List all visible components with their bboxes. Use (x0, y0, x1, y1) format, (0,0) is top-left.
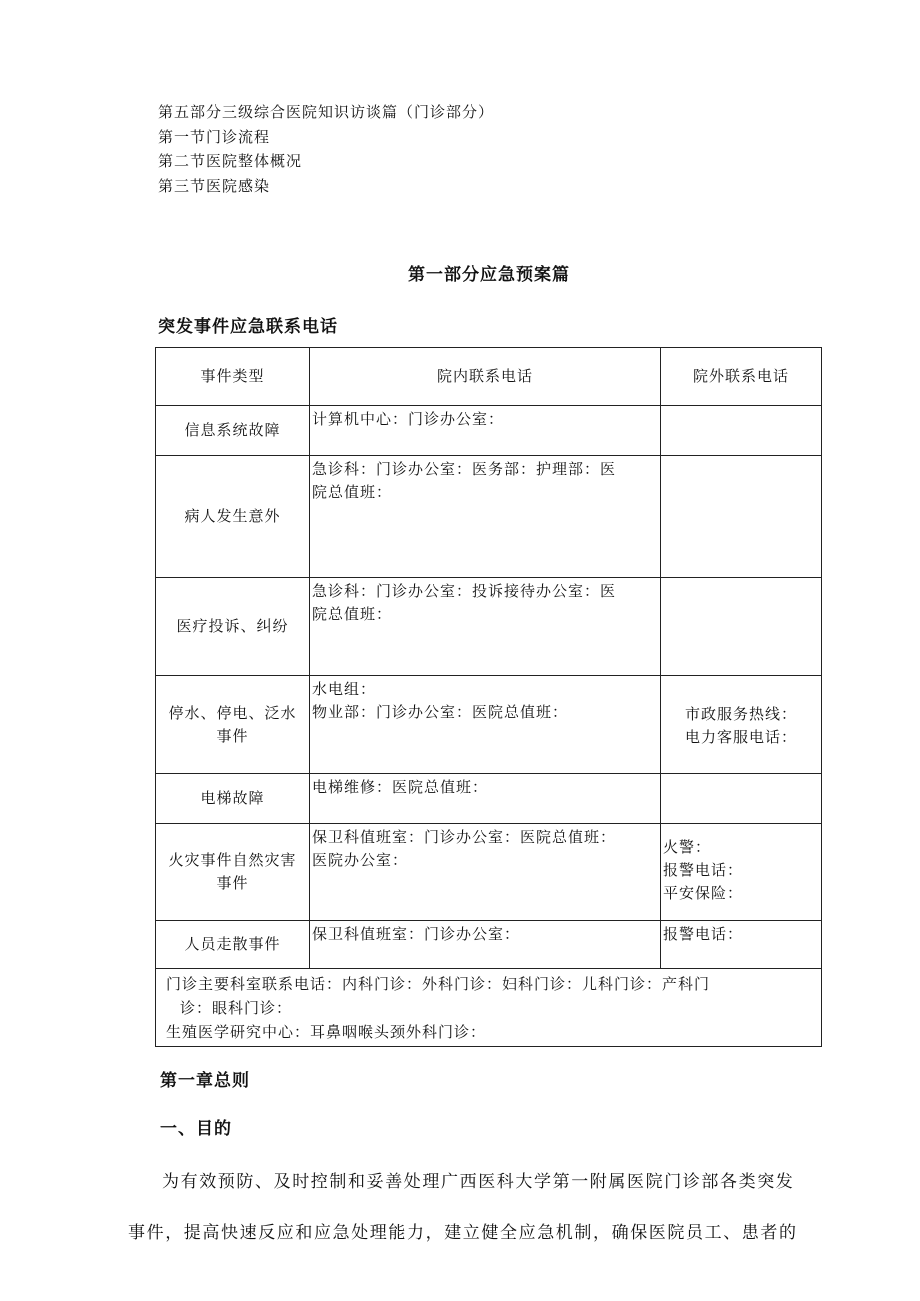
internal-contacts: 保卫科值班室：门诊办公室：医院总值班： (312, 828, 617, 846)
department-phones: 生殖医学研究中心：耳鼻咽喉头颈外科门诊： (166, 1023, 487, 1041)
internal-contacts: 保卫科值班室：门诊办公室： (312, 925, 521, 943)
table-row (156, 578, 822, 676)
table-row (156, 676, 822, 774)
section-title: 突发事件应急联系电话 (158, 317, 338, 337)
body-paragraph (128, 1157, 856, 1259)
table-row (156, 921, 822, 969)
event-type: 停水、停电、泛水 (168, 703, 297, 722)
internal-contacts: 院总值班： (312, 483, 393, 501)
toc-item: 第一节门诊流程 (158, 127, 271, 146)
external-contacts: 报警电话： (663, 925, 744, 943)
toc-item: 第二节医院整体概况 (158, 152, 303, 170)
internal-contacts: 急诊科：门诊办公室：医务部：护理部：医 (312, 460, 617, 478)
event-type: 医疗投诉、纠纷 (176, 617, 289, 635)
table-row (156, 406, 822, 456)
event-type: 信息系统故障 (184, 421, 281, 439)
event-type: 火灾事件自然灾害 (168, 851, 297, 869)
external-contacts: 火警： (663, 838, 712, 856)
event-type: 病人发生意外 (184, 507, 281, 525)
header-external-phone: 院外联系电话 (661, 348, 822, 406)
internal-contacts: 电梯维修：医院总值班： (312, 778, 489, 796)
external-contacts (661, 456, 822, 578)
event-type: 电梯故障 (200, 789, 265, 807)
emergency-contacts-table (155, 347, 822, 1047)
external-contacts: 电力客服电话： (684, 727, 797, 746)
toc-item: 第三节医院感染 (158, 176, 271, 195)
internal-contacts: 计算机中心：门诊办公室： (312, 410, 505, 428)
external-contacts (661, 578, 822, 676)
table-footer-row (156, 969, 822, 1047)
internal-contacts: 水电组： (312, 680, 377, 698)
internal-contacts: 医院办公室： (312, 851, 409, 869)
paragraph-line: 事件，提高快速反应和应急处理能力，建立健全应急机制，确保医院员工、患者的 (128, 1223, 798, 1243)
external-contacts: 平安保险： (663, 884, 744, 902)
header-event-type: 事件类型 (156, 348, 310, 406)
table-of-contents (158, 100, 494, 198)
external-contacts (661, 774, 822, 824)
table-header-row (156, 348, 822, 406)
chapter-title: 第一章总则 (160, 1071, 250, 1091)
event-type: 人员走散事件 (184, 935, 281, 953)
table-row (156, 774, 822, 824)
department-phones: 门诊主要科室联系电话：内科门诊：外科门诊：妇科门诊：儿科门诊：产科门 (166, 975, 711, 993)
internal-contacts: 急诊科：门诊办公室：投诉接待办公室：医 (312, 582, 617, 600)
external-contacts: 市政服务热线： (684, 704, 797, 723)
paragraph-line: 为有效预防、及时控制和妥善处理广西医科大学第一附属医院门诊部各类突发 (162, 1172, 795, 1192)
table-row (156, 456, 822, 578)
subsection-title: 一、目的 (160, 1119, 232, 1139)
toc-item: 第五部分三级综合医院知识访谈篇（门诊部分） (158, 103, 495, 121)
internal-contacts: 院总值班： (312, 605, 393, 623)
internal-contacts: 物业部：门诊办公室：医院总值班： (312, 703, 569, 721)
part-title: 第一部分应急预案篇 (408, 265, 570, 285)
external-contacts (661, 406, 822, 456)
table-row (156, 824, 822, 921)
header-internal-phone: 院内联系电话 (310, 348, 661, 406)
event-type: 事件 (216, 874, 249, 892)
event-type: 事件 (216, 726, 249, 745)
department-phones: 诊：眼科门诊： (180, 999, 293, 1017)
external-contacts: 报警电话： (663, 861, 744, 879)
